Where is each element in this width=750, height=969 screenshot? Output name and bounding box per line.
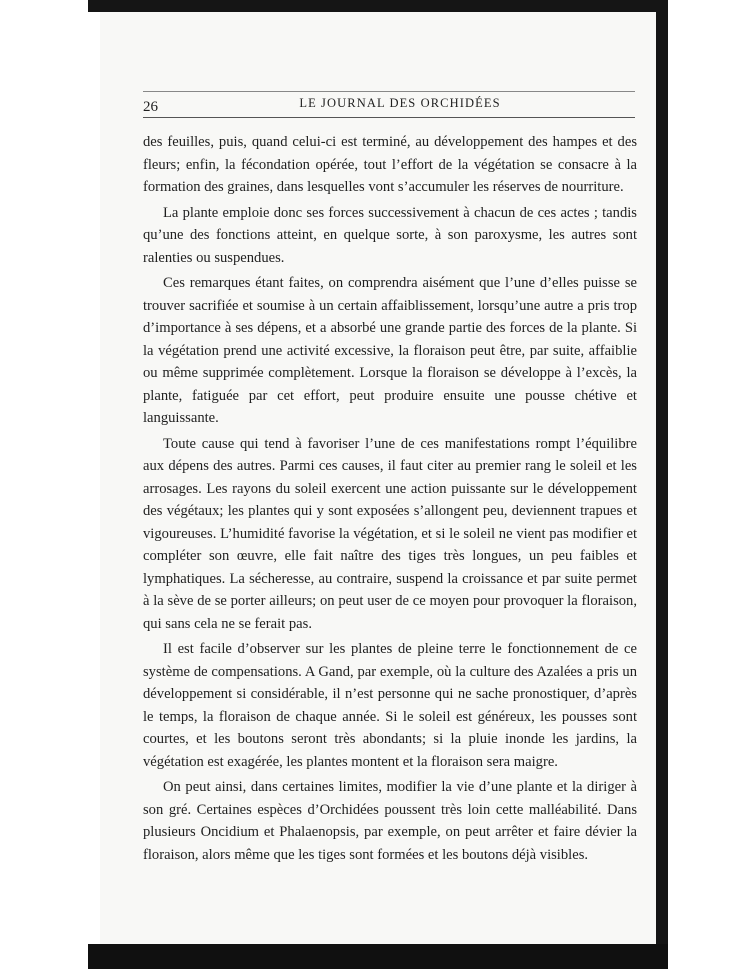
paragraph: Toute cause qui tend à favoriser l’une de ces manifestations rompt l’équilibre aux dépens des autres. Parmi ces causes, il faut citer au premier rang le soleil et les arrosages. Les rayons du soleil exercent une action puissante sur le développement des végétaux; les plantes qui y sont exposées s’allongent peu, deviennent trapues et vigoureuses. L’humidité favorise la végétation, et si le soleil ne vient pas modifier et compléter son œuvre, elle fait naître des tiges très longues, un peu faibles et lymphatiques. La sécheresse, au contraire, suspend la croissance et par suite permet à la sève de se porter ailleurs; on peut user de ce moyen pour provoquer la floraison, qui sans cela ne se ferait pas. — [143, 435, 637, 632]
running-title: LE JOURNAL DES ORCHIDÉES — [299, 96, 501, 110]
page-number: 26 — [143, 99, 158, 115]
paragraph: La plante emploie donc ses forces successivement à chacun de ces actes ; tandis qu’une des fonctions atteint, en quelque sorte, à son paroxysme, les autres sont ralenties ou suspendues. — [143, 204, 637, 266]
scan-border-top — [88, 0, 668, 12]
paragraph: Ces remarques étant faites, on comprendra aisément que l’une d’elles puisse se trouver sacrifiée et soumise à un certain affaiblissement, lorsqu’une autre a pris trop d’importance à ses dépens, et a absorbé une grande partie des forces de la plante. Si la végétation prend une activité excessive, la floraison peut être, par suite, affaiblie ou même supprimée complètement. Lorsque la floraison se développe à l’excès, la plante, fatiguée par cet effort, peut produire ensuite une pousse chétive et languissante. — [143, 275, 637, 426]
paragraph: On peut ainsi, dans certaines limites, modifier la vie d’une plante et la diriger à son gré. Certaines espèces d’Orchidées poussent très loin cette malléabilité. Dans plusieurs Oncidium et Phalaenopsis, par exemple, on peut arrêter et faire dévier la floraison, alors même que les tiges sont formées et les boutons déjà visibles. — [143, 779, 637, 863]
body-text — [143, 131, 637, 869]
paragraph-continuation: des feuilles, puis, quand celui-ci est terminé, au développement des hampes et des fleurs; enfin, la fécondation opérée, tout l’effort de la végétation se consacre à la formation des graines, dans lesquelles vont s’accumuler les réserves de nourriture. — [143, 134, 637, 195]
scan-border-right — [656, 0, 668, 969]
paragraph: Il est facile d’observer sur les plantes de pleine terre le fonctionnement de ce système de compensations. A Gand, par exemple, où la culture des Azalées a pris un développement si considérable, il n’est personne qui ne sache pronostiquer, d’après le temps, la floraison de chaque année. Si le soleil est généreux, les pousses sont courtes, et les boutons seront très abondants; si la pluie inonde les jardins, la végétation est exagérée, les plantes montent et la floraison sera maigre. — [143, 641, 637, 770]
header-top-rule — [143, 91, 635, 92]
scan-border-bottom — [88, 944, 668, 969]
header-rule — [143, 117, 635, 118]
